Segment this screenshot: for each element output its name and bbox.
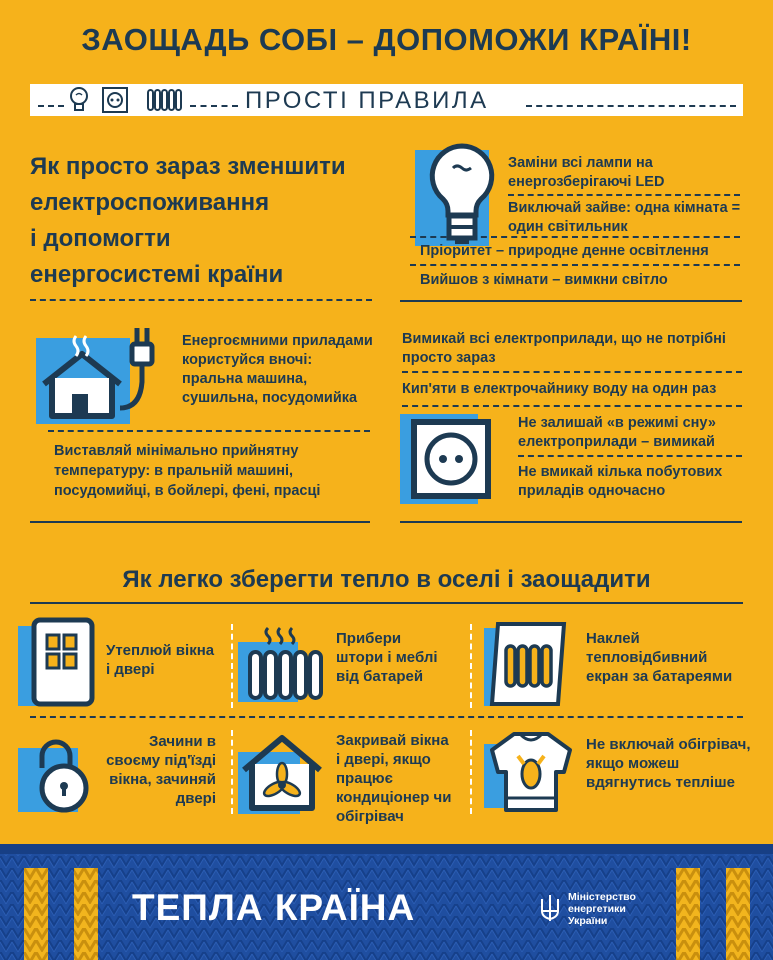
house-fan-icon (238, 730, 328, 816)
tip-kettle: Кип'яти в електрочайнику воду на один раз (402, 381, 717, 397)
rules-label: ПРОСТІ ПРАВИЛА (245, 87, 489, 114)
heading-line: і допомогти (30, 225, 171, 252)
heading-line: Як просто зараз зменшити (30, 153, 346, 180)
tip-night-usage: Енергоємними приладами користуйся вночі: пральна машина, сушильна, посудомийка (182, 333, 373, 406)
page-title: ЗАОЩАДЬ СОБІ – ДОПОМОЖИ КРАЇНІ! (81, 22, 692, 57)
tip-one-room: Виключай зайве: одна кімната = один світильник (508, 200, 741, 235)
tip-dress-warmer: Не включай обігрівач, якщо можеш вдягнутись тепліше (586, 736, 751, 791)
heading-line: електроспоживання (30, 189, 270, 216)
radiator-icon (146, 88, 182, 112)
tip-curtains: Прибери штори і меблі від батарей (336, 630, 438, 685)
bulb-icon (68, 86, 90, 114)
heading-line: енергосистемі країни (30, 261, 284, 288)
tip-several-devices: Не вмикай кілька побутових приладів одночасно (518, 464, 723, 499)
padlock-icon (18, 734, 98, 818)
socket-icon (102, 87, 128, 113)
tip-daylight: Пріоритет – природне денне освітлення (420, 243, 709, 259)
tip-led: Заміни всі лампи на енергозберігаючі LED (508, 155, 665, 190)
footer-brand: ТЕПЛА КРАЇНА (132, 887, 416, 928)
tip-turn-off-devices: Вимикай всі електроприлади, що не потрібні просто зараз (402, 331, 726, 366)
tip-leave-room: Вийшов з кімнати – вимкни світло (420, 272, 668, 288)
rules-banner (30, 84, 743, 116)
sweater-icon (484, 728, 578, 814)
tip-insulate: Утеплюй вікна і двері (106, 642, 215, 678)
tip-min-temperature: Виставляй мінімально прийнятну температуру: в пральній машині, посудомийці, в бойлері, фені, прасці (54, 443, 321, 499)
radiator-steam-icon (238, 622, 330, 706)
section1-heading (30, 149, 400, 293)
wall-socket-icon (400, 414, 490, 504)
window-icon (18, 616, 98, 708)
tip-sleep-mode: Не залишай «в режимі сну» електроприлади – вимикай (518, 415, 716, 450)
reflective-screen-icon (484, 622, 576, 708)
tip-close-windows-ac: Закривай вікна і двері, якщо працює кондиціонер чи обігрівач (336, 732, 452, 825)
tip-reflective-screen: Наклей тепловідбивний екран за батареями (586, 630, 733, 685)
tip-close-entrance: Зачини в своєму під'їзді вікна, зачиняй двері (106, 733, 216, 807)
house-plug-icon (36, 322, 170, 426)
ministry-name: Міністерство енергетики України (568, 891, 636, 927)
trident-icon (539, 893, 561, 923)
section2-heading: Як легко зберегти тепло в оселі і заощадити (122, 566, 651, 593)
